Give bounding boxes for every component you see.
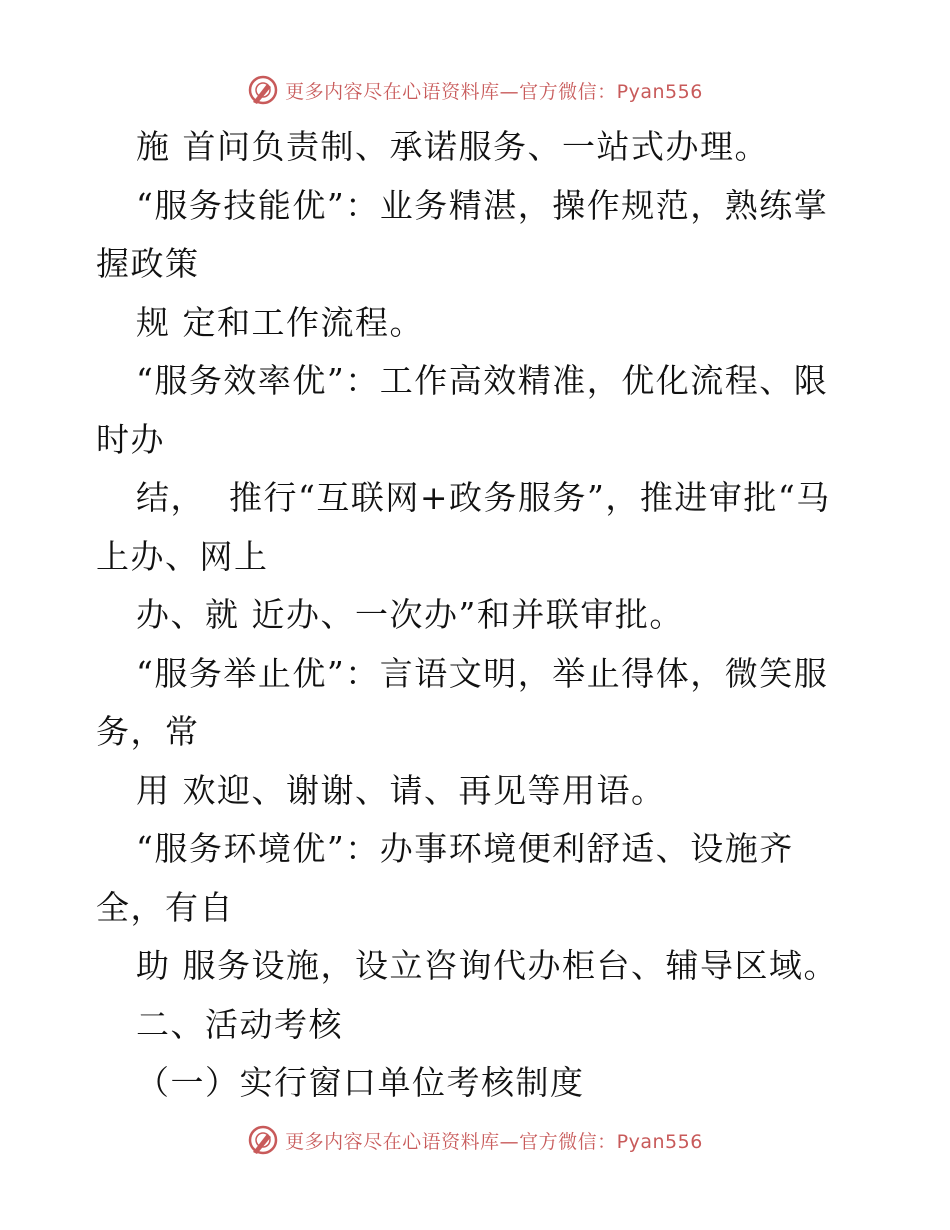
document-body — [96, 118, 856, 1113]
section-heading: 二、活动考核 — [136, 1004, 343, 1044]
text-line: 施 首问负责制、承诺服务、一站式办理。 — [136, 127, 769, 166]
text-line: 结， 推行“互联网+政务服务”，推进审批“马 — [136, 478, 831, 517]
text-line: “服务举止优”：言语文明，举止得体，微笑服 — [136, 653, 829, 693]
text-line: 上办、网上 — [96, 536, 269, 576]
text-line: 规 定和工作流程。 — [136, 302, 424, 342]
text-line: “服务效率优”：工作高效精准，优化流程、限 — [136, 361, 829, 400]
text-line: 握政策 — [96, 244, 200, 283]
watermark-text: 更多内容尽在心语资料库—官方微信：Pyan556 — [285, 80, 703, 103]
pen-logo-icon — [247, 1124, 279, 1156]
text-line: 务，常 — [96, 712, 200, 751]
watermark-footer — [0, 1120, 950, 1160]
text-line: “服务技能优”：业务精湛，操作规范，熟练掌 — [136, 185, 829, 225]
pen-logo-icon — [247, 74, 279, 106]
text-line: 用 欢迎、谢谢、请、再见等用语。 — [136, 770, 666, 810]
text-line: “服务环境优”：办事环境便利舒适、设施齐 — [136, 829, 794, 868]
text-line: 全，有自 — [96, 887, 234, 927]
watermark-text: 更多内容尽在心语资料库—官方微信：Pyan556 — [285, 1130, 703, 1153]
subsection-heading: （一）实行窗口单位考核制度 — [136, 1063, 585, 1102]
watermark-header — [0, 70, 950, 110]
text-line: 助 服务设施，设立咨询代办柜台、辅导区域。 — [136, 946, 838, 985]
text-line: 时办 — [96, 419, 165, 459]
text-line: 办、就 近办、一次办”和并联审批。 — [136, 595, 684, 634]
